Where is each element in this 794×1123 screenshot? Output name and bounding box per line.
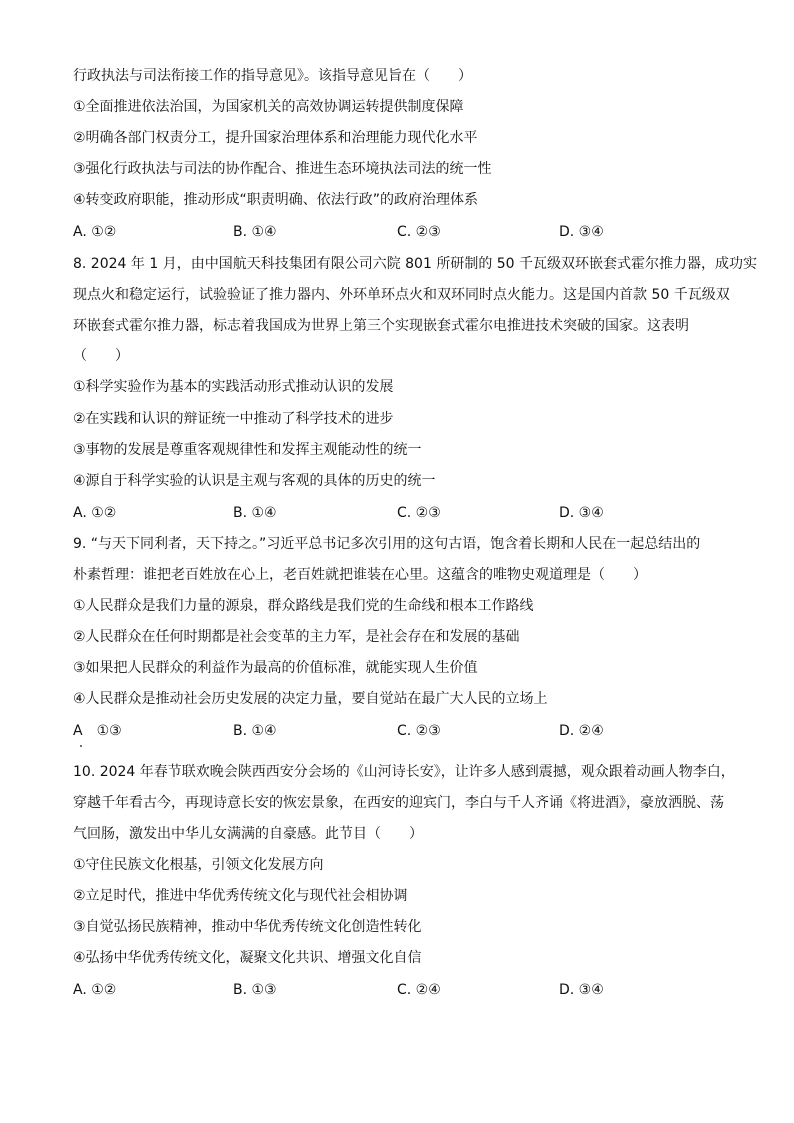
q7-option-a[interactable]: A. ①② [73, 224, 117, 240]
q9-stem-line-1: 9. “与天下同利者，天下持之。”习近平总书记多次引用的这句古语，饱含着长期和人民在一起总结出的 [73, 536, 701, 552]
q8-option-a[interactable]: A. ①② [73, 505, 117, 521]
q8-option-b[interactable]: B. ①④ [233, 505, 277, 521]
q8-statement-3: ③事物的发展是尊重客观规律性和发挥主观能动性的统一 [73, 442, 422, 458]
q10-option-d[interactable]: D. ③④ [559, 982, 604, 998]
q7-statement-2: ②明确各部门权责分工，提升国家治理体系和治理能力现代化水平 [73, 130, 478, 146]
q9-option-d[interactable]: D. ②④ [559, 723, 604, 739]
q9-option-b[interactable]: B. ①④ [233, 723, 277, 739]
q8-option-c[interactable]: C. ②③ [397, 505, 441, 521]
q10-stem-line-3: 气回肠，激发出中华儿女满满的自豪感。此节目（ ） [73, 826, 423, 842]
q10-option-c[interactable]: C. ②④ [397, 982, 441, 998]
q9-statement-2: ②人民群众在任何时期都是社会变革的主力军，是社会存在和发展的基础 [73, 629, 520, 645]
q9-option-a[interactable]: A ①③ [73, 723, 122, 739]
q10-statement-3: ③自觉弘扬民族精神，推动中华优秀传统文化创造性转化 [73, 919, 422, 935]
q9-statement-3: ③如果把人民群众的利益作为最高的价值标准，就能实现人生价值 [73, 660, 478, 676]
q9-statement-4: ④人民群众是推动社会历史发展的决定力量，要自觉站在最广大人民的立场上 [73, 691, 548, 707]
q10-option-a[interactable]: A. ①② [73, 982, 117, 998]
stray-dot-mark [80, 745, 82, 747]
q8-statement-2: ②在实践和认识的辩证统一中推动了科学技术的进步 [73, 411, 394, 427]
q9-options [73, 721, 713, 741]
q8-option-d[interactable]: D. ③④ [559, 505, 604, 521]
q10-statement-2: ②立足时代，推进中华优秀传统文化与现代社会相协调 [73, 888, 408, 904]
q8-statement-4: ④源自于科学实验的认识是主观与客观的具体的历史的统一 [73, 473, 436, 489]
q8-stem-line-2: 现点火和稳定运行，试验验证了推力器内、外环单环点火和双环同时点火能力。这是国内首款 50 千瓦级双 [73, 287, 730, 303]
q10-statement-4: ④弘扬中华优秀传统文化，凝聚文化共识、增强文化自信 [73, 950, 422, 966]
q7-options [73, 222, 713, 242]
q8-options [73, 503, 713, 523]
q10-statement-1: ①守住民族文化根基，引领文化发展方向 [73, 857, 324, 873]
q10-option-b[interactable]: B. ①③ [233, 982, 277, 998]
q7-statement-1: ①全面推进依法治国，为国家机关的高效协调运转提供制度保障 [73, 99, 464, 115]
q10-stem-line-2: 穿越千年看古今，再现诗意长安的恢宏景象，在西安的迎宾门，李白与千人齐诵《将进酒》，豪放洒脱、荡 [73, 795, 724, 811]
q8-stem-line-4: （ ） [73, 348, 129, 364]
q7-option-d[interactable]: D. ③④ [559, 224, 604, 240]
q7-option-b[interactable]: B. ①④ [233, 224, 277, 240]
q10-options [73, 980, 713, 1000]
q7-statement-4: ④转变政府职能，推动形成“职责明确、依法行政”的政府治理体系 [73, 192, 479, 208]
q7-option-c[interactable]: C. ②③ [397, 224, 441, 240]
q10-stem-line-1: 10. 2024 年春节联欢晚会陕西西安分会场的《山河诗长安》，让许多人感到震撼，观众跟着动画人物李白， [73, 764, 735, 780]
q9-stem-line-2: 朴素哲理：谁把老百姓放在心上，老百姓就把谁装在心里。这蕴含的唯物史观道理是（ ） [73, 567, 647, 583]
q8-statement-1: ①科学实验作为基本的实践活动形式推动认识的发展 [73, 379, 394, 395]
q9-option-c[interactable]: C. ②③ [397, 723, 441, 739]
q8-stem-line-1: 8. 2024 年 1 月，由中国航天科技集团有限公司六院 801 所研制的 50 千瓦级双环嵌套式霍尔推力器，成功实 [73, 256, 758, 272]
q9-statement-1: ①人民群众是我们力量的源泉，群众路线是我们党的生命线和根本工作路线 [73, 598, 534, 614]
q7-stem-tail: 行政执法与司法衔接工作的指导意见》。该指导意见旨在（ ） [73, 68, 472, 84]
q8-stem-line-3: 环嵌套式霍尔推力器，标志着我国成为世界上第三个实现嵌套式霍尔电推进技术突破的国家。这表明 [73, 318, 689, 334]
q7-statement-3: ③强化行政执法与司法的协作配合、推进生态环境执法司法的统一性 [73, 161, 492, 177]
